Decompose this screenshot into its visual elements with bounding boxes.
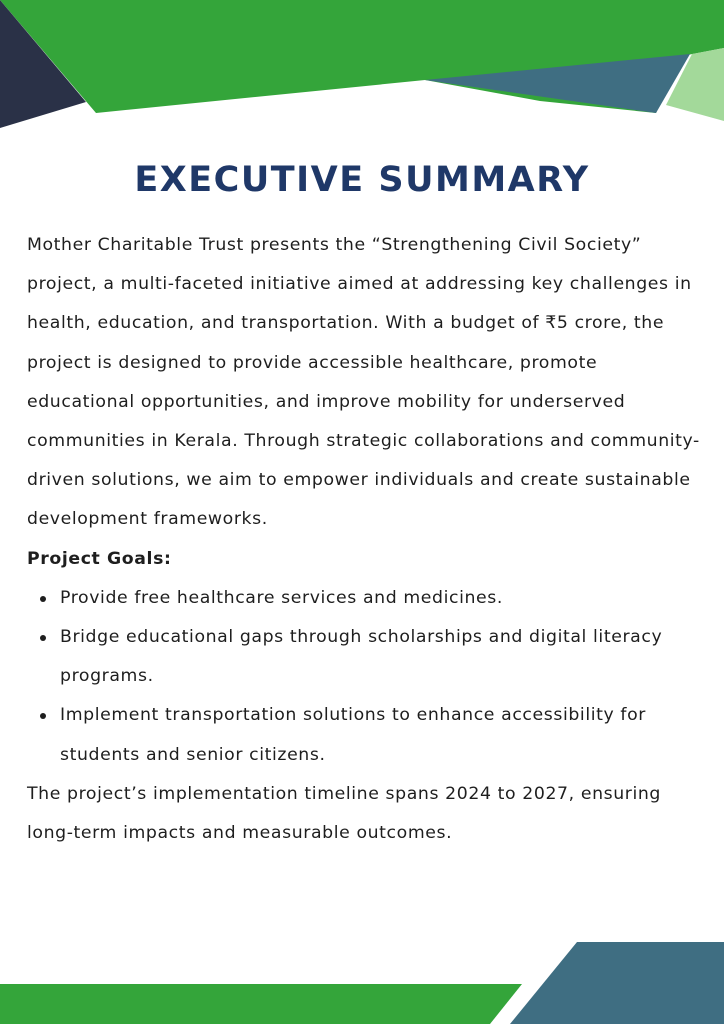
page-title: EXECUTIVE SUMMARY [134,160,590,200]
bottom-green-band [0,984,522,1024]
bottom-teal-shape [510,942,724,1024]
goals-heading: Project Goals: [27,548,172,569]
summary-body [27,226,707,853]
timeline-paragraph: The project’s implementation timeline spans 2024 to 2027, ensuring long-term impacts and measurable outcomes. [27,783,662,844]
goal-item: Implement transportation solutions to enhance accessibility for students and senior citizens. [60,696,707,774]
goal-item: Bridge educational gaps through scholarships and digital literacy programs. [60,618,707,696]
goals-list [27,579,707,775]
summary-paragraph: Mother Charitable Trust presents the “Strengthening Civil Society” project, a multi-faceted initiative aimed at addressing key challenges in health, education, and transportation. With a budget of ₹5 crore, the project is designed to provide accessible healthcare, promote educational opportunities, and improve mobility for underserved communities in Kerala. Through strategic collaborations and community-driven solutions, we aim to empower individuals and create sustainable development frameworks. [27,235,700,530]
goal-item: Provide free healthcare services and medicines. [60,579,707,618]
